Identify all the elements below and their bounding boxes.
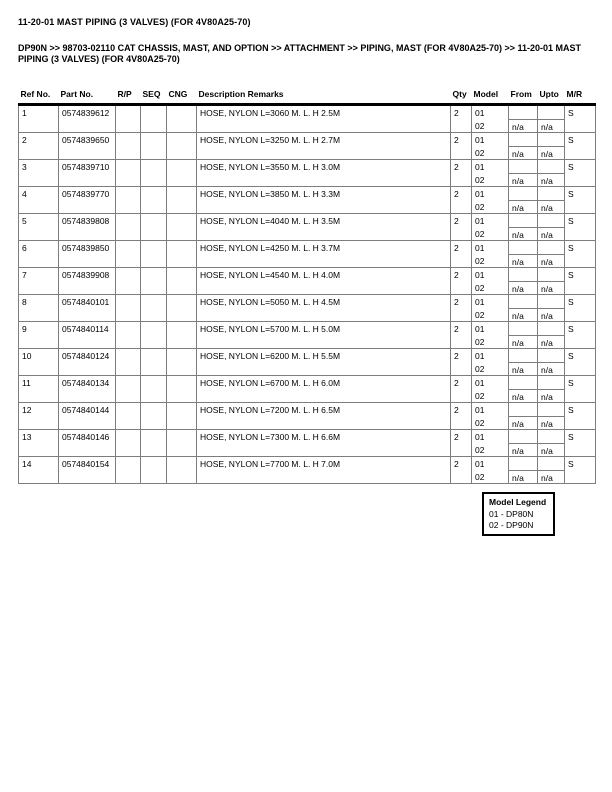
cell-description: HOSE, NYLON L=4540 M. L. H 4.0M — [197, 268, 451, 295]
cell-cng — [167, 214, 197, 241]
cell-description: HOSE, NYLON L=4250 M. L. H 3.7M — [197, 241, 451, 268]
cell-from-value — [509, 403, 537, 416]
cell-upto-value — [538, 322, 564, 335]
cell-model — [472, 268, 509, 295]
cell-part-no: 0574839908 — [59, 268, 116, 295]
cell-part-no: 0574839808 — [59, 214, 116, 241]
cell-description: HOSE, NYLON L=7300 M. L. H 6.6M — [197, 430, 451, 457]
cell-seq — [141, 187, 167, 214]
cell-upto-value — [538, 457, 564, 470]
parts-table — [18, 87, 596, 484]
cell-qty: 2 — [451, 241, 472, 268]
cell-upto-value — [538, 241, 564, 254]
model-code: 01 — [475, 243, 485, 253]
cell-from — [509, 457, 538, 484]
table-row — [19, 376, 596, 403]
cell-ref-no: 7 — [19, 268, 59, 295]
cell-qty: 2 — [451, 133, 472, 160]
table-row — [19, 322, 596, 349]
cell-ref-no: 14 — [19, 457, 59, 484]
cell-part-no: 0574840124 — [59, 349, 116, 376]
model-code: 02 — [475, 391, 485, 401]
table-row — [19, 105, 596, 133]
cell-upto — [538, 430, 565, 457]
cell-from-value: n/a — [509, 362, 537, 375]
cell-cng — [167, 241, 197, 268]
col-header-rp: R/P — [116, 87, 141, 105]
cell-from-value: n/a — [509, 200, 537, 213]
cell-rp — [116, 105, 141, 133]
cell-from — [509, 187, 538, 214]
cell-from-value: n/a — [509, 119, 537, 132]
cell-upto-value: n/a — [538, 254, 564, 267]
cell-upto — [538, 160, 565, 187]
cell-from-value — [509, 349, 537, 362]
cell-mr: S — [565, 295, 596, 322]
cell-ref-no: 3 — [19, 160, 59, 187]
cell-part-no: 0574839612 — [59, 105, 116, 133]
table-row — [19, 187, 596, 214]
cell-from-value: n/a — [509, 146, 537, 159]
model-code: 01 — [475, 108, 485, 118]
cell-cng — [167, 349, 197, 376]
cell-model — [472, 403, 509, 430]
table-row — [19, 295, 596, 322]
cell-seq — [141, 268, 167, 295]
col-header-part-no: Part No. — [59, 87, 116, 105]
cell-from-value: n/a — [509, 227, 537, 240]
model-code: 01 — [475, 351, 485, 361]
cell-part-no: 0574840144 — [59, 403, 116, 430]
table-row — [19, 349, 596, 376]
cell-from — [509, 105, 538, 133]
cell-seq — [141, 160, 167, 187]
cell-upto — [538, 187, 565, 214]
cell-qty: 2 — [451, 376, 472, 403]
cell-mr: S — [565, 105, 596, 133]
cell-description: HOSE, NYLON L=7700 M. L. H 7.0M — [197, 457, 451, 484]
cell-upto — [538, 457, 565, 484]
table-row — [19, 403, 596, 430]
model-code: 02 — [475, 256, 485, 266]
model-code: 02 — [475, 418, 485, 428]
cell-mr: S — [565, 349, 596, 376]
cell-description: HOSE, NYLON L=3060 M. L. H 2.5M — [197, 105, 451, 133]
cell-rp — [116, 349, 141, 376]
cell-upto — [538, 268, 565, 295]
cell-model — [472, 214, 509, 241]
col-header-cng: CNG — [167, 87, 197, 105]
cell-description: HOSE, NYLON L=3550 M. L. H 3.0M — [197, 160, 451, 187]
cell-upto-value: n/a — [538, 362, 564, 375]
cell-seq — [141, 133, 167, 160]
cell-qty: 2 — [451, 322, 472, 349]
model-code: 01 — [475, 378, 485, 388]
cell-from-value — [509, 160, 537, 173]
model-legend — [482, 492, 555, 536]
cell-upto-value — [538, 133, 564, 146]
cell-from-value: n/a — [509, 416, 537, 429]
cell-upto-value: n/a — [538, 119, 564, 132]
model-code: 01 — [475, 216, 485, 226]
cell-ref-no: 9 — [19, 322, 59, 349]
cell-seq — [141, 403, 167, 430]
cell-from-value — [509, 268, 537, 281]
parts-table-body — [19, 105, 596, 484]
cell-qty: 2 — [451, 214, 472, 241]
cell-upto — [538, 349, 565, 376]
table-row — [19, 160, 596, 187]
cell-seq — [141, 295, 167, 322]
cell-seq — [141, 214, 167, 241]
col-header-from: From — [509, 87, 538, 105]
cell-rp — [116, 295, 141, 322]
cell-cng — [167, 376, 197, 403]
cell-description: HOSE, NYLON L=6200 M. L. H 5.5M — [197, 349, 451, 376]
table-header-row — [19, 87, 596, 105]
cell-qty: 2 — [451, 295, 472, 322]
col-header-description-remarks: Description Remarks — [197, 87, 451, 105]
cell-upto — [538, 376, 565, 403]
cell-from — [509, 430, 538, 457]
cell-ref-no: 13 — [19, 430, 59, 457]
model-code: 01 — [475, 432, 485, 442]
cell-model — [472, 457, 509, 484]
cell-seq — [141, 349, 167, 376]
cell-cng — [167, 403, 197, 430]
cell-description: HOSE, NYLON L=6700 M. L. H 6.0M — [197, 376, 451, 403]
cell-from — [509, 322, 538, 349]
cell-upto — [538, 133, 565, 160]
cell-rp — [116, 214, 141, 241]
cell-from-value: n/a — [509, 335, 537, 348]
cell-upto-value — [538, 430, 564, 443]
cell-from-value: n/a — [509, 308, 537, 321]
model-code: 02 — [475, 175, 485, 185]
cell-mr: S — [565, 241, 596, 268]
cell-model — [472, 376, 509, 403]
col-header-qty: Qty — [451, 87, 472, 105]
cell-upto-value — [538, 160, 564, 173]
table-row — [19, 241, 596, 268]
cell-part-no: 0574839710 — [59, 160, 116, 187]
cell-description: HOSE, NYLON L=3250 M. L. H 2.7M — [197, 133, 451, 160]
cell-upto-value: n/a — [538, 146, 564, 159]
model-code: 02 — [475, 121, 485, 131]
cell-upto — [538, 214, 565, 241]
cell-from — [509, 160, 538, 187]
model-code: 02 — [475, 364, 485, 374]
cell-ref-no: 5 — [19, 214, 59, 241]
cell-description: HOSE, NYLON L=4040 M. L. H 3.5M — [197, 214, 451, 241]
model-code: 02 — [475, 445, 485, 455]
model-code: 02 — [475, 202, 485, 212]
cell-part-no: 0574839770 — [59, 187, 116, 214]
page-title: 11-20-01 MAST PIPING (3 VALVES) (FOR 4V80A25-70) — [18, 17, 251, 27]
cell-from — [509, 133, 538, 160]
cell-seq — [141, 322, 167, 349]
cell-rp — [116, 430, 141, 457]
cell-upto-value — [538, 187, 564, 200]
cell-from-value — [509, 187, 537, 200]
cell-ref-no: 8 — [19, 295, 59, 322]
cell-ref-no: 2 — [19, 133, 59, 160]
cell-ref-no: 6 — [19, 241, 59, 268]
cell-cng — [167, 160, 197, 187]
cell-upto-value — [538, 403, 564, 416]
cell-rp — [116, 403, 141, 430]
cell-model — [472, 322, 509, 349]
cell-cng — [167, 322, 197, 349]
model-legend-entry: 02 - DP90N — [489, 519, 534, 530]
cell-description: HOSE, NYLON L=5700 M. L. H 5.0M — [197, 322, 451, 349]
cell-from-value: n/a — [509, 389, 537, 402]
cell-mr: S — [565, 160, 596, 187]
cell-qty: 2 — [451, 457, 472, 484]
cell-from — [509, 349, 538, 376]
model-legend-title: Model Legend — [489, 497, 547, 507]
cell-description: HOSE, NYLON L=7200 M. L. H 6.5M — [197, 403, 451, 430]
cell-cng — [167, 430, 197, 457]
cell-seq — [141, 430, 167, 457]
cell-rp — [116, 133, 141, 160]
cell-from-value — [509, 133, 537, 146]
cell-upto-value — [538, 376, 564, 389]
cell-upto-value — [538, 349, 564, 362]
cell-from-value: n/a — [509, 281, 537, 294]
cell-model — [472, 241, 509, 268]
cell-seq — [141, 241, 167, 268]
cell-qty: 2 — [451, 187, 472, 214]
model-legend-entries — [489, 509, 551, 530]
cell-from — [509, 403, 538, 430]
cell-seq — [141, 376, 167, 403]
cell-upto-value: n/a — [538, 416, 564, 429]
cell-upto-value — [538, 214, 564, 227]
cell-upto — [538, 105, 565, 133]
cell-ref-no: 1 — [19, 105, 59, 133]
cell-rp — [116, 268, 141, 295]
cell-from — [509, 376, 538, 403]
cell-part-no: 0574840146 — [59, 430, 116, 457]
cell-model — [472, 160, 509, 187]
cell-rp — [116, 376, 141, 403]
col-header-model: Model — [472, 87, 509, 105]
cell-cng — [167, 268, 197, 295]
cell-qty: 2 — [451, 268, 472, 295]
cell-upto — [538, 322, 565, 349]
model-legend-entry: 01 - DP80N — [489, 509, 534, 519]
cell-qty: 2 — [451, 403, 472, 430]
cell-seq — [141, 105, 167, 133]
model-code: 01 — [475, 459, 485, 469]
cell-upto-value: n/a — [538, 281, 564, 294]
col-header-ref-no: Ref No. — [19, 87, 59, 105]
cell-description: HOSE, NYLON L=5050 M. L. H 4.5M — [197, 295, 451, 322]
cell-cng — [167, 105, 197, 133]
model-code: 02 — [475, 229, 485, 239]
cell-qty: 2 — [451, 430, 472, 457]
cell-part-no: 0574840114 — [59, 322, 116, 349]
cell-rp — [116, 322, 141, 349]
cell-mr: S — [565, 268, 596, 295]
cell-from-value — [509, 241, 537, 254]
cell-upto-value: n/a — [538, 470, 564, 483]
cell-upto — [538, 403, 565, 430]
cell-qty: 2 — [451, 105, 472, 133]
cell-upto-value: n/a — [538, 200, 564, 213]
model-code: 01 — [475, 189, 485, 199]
cell-from-value: n/a — [509, 470, 537, 483]
cell-mr: S — [565, 457, 596, 484]
cell-from-value: n/a — [509, 443, 537, 456]
table-row — [19, 457, 596, 484]
cell-upto — [538, 241, 565, 268]
model-code: 01 — [475, 405, 485, 415]
cell-upto-value: n/a — [538, 443, 564, 456]
cell-part-no: 0574840154 — [59, 457, 116, 484]
cell-upto-value — [538, 295, 564, 308]
cell-from-value — [509, 376, 537, 389]
cell-mr: S — [565, 187, 596, 214]
cell-from-value: n/a — [509, 254, 537, 267]
cell-seq — [141, 457, 167, 484]
cell-model — [472, 295, 509, 322]
cell-ref-no: 4 — [19, 187, 59, 214]
cell-from-value — [509, 106, 537, 119]
cell-upto-value: n/a — [538, 335, 564, 348]
col-header-upto: Upto — [538, 87, 565, 105]
cell-upto — [538, 295, 565, 322]
cell-mr: S — [565, 214, 596, 241]
cell-mr: S — [565, 322, 596, 349]
cell-mr: S — [565, 133, 596, 160]
cell-from-value — [509, 322, 537, 335]
cell-rp — [116, 160, 141, 187]
cell-part-no: 0574839850 — [59, 241, 116, 268]
model-code: 01 — [475, 135, 485, 145]
cell-mr: S — [565, 430, 596, 457]
cell-upto-value: n/a — [538, 227, 564, 240]
cell-part-no: 0574840101 — [59, 295, 116, 322]
cell-from-value — [509, 430, 537, 443]
cell-from — [509, 214, 538, 241]
model-code: 01 — [475, 270, 485, 280]
cell-from-value — [509, 295, 537, 308]
cell-ref-no: 12 — [19, 403, 59, 430]
model-code: 02 — [475, 283, 485, 293]
cell-upto-value: n/a — [538, 308, 564, 321]
cell-model — [472, 133, 509, 160]
cell-upto-value — [538, 268, 564, 281]
cell-model — [472, 349, 509, 376]
table-row — [19, 133, 596, 160]
cell-from — [509, 295, 538, 322]
cell-mr: S — [565, 403, 596, 430]
cell-rp — [116, 457, 141, 484]
cell-upto-value: n/a — [538, 389, 564, 402]
cell-model — [472, 187, 509, 214]
cell-cng — [167, 457, 197, 484]
cell-ref-no: 11 — [19, 376, 59, 403]
cell-part-no: 0574839650 — [59, 133, 116, 160]
cell-cng — [167, 133, 197, 160]
cell-rp — [116, 187, 141, 214]
table-row — [19, 430, 596, 457]
model-code: 01 — [475, 324, 485, 334]
cell-part-no: 0574840134 — [59, 376, 116, 403]
cell-from-value — [509, 214, 537, 227]
model-code: 01 — [475, 162, 485, 172]
cell-mr: S — [565, 376, 596, 403]
cell-ref-no: 10 — [19, 349, 59, 376]
cell-from-value: n/a — [509, 173, 537, 186]
col-header-seq: SEQ — [141, 87, 167, 105]
cell-cng — [167, 187, 197, 214]
cell-qty: 2 — [451, 160, 472, 187]
cell-upto-value: n/a — [538, 173, 564, 186]
cell-from-value — [509, 457, 537, 470]
model-code: 02 — [475, 148, 485, 158]
breadcrumb: DP90N >> 98703-02110 CAT CHASSIS, MAST, AND OPTION >> ATTACHMENT >> PIPING, MAST (FOR 4V80A25-70) >> 11-20-01 MAST PIPING (3 VALVES) (FOR 4V80A25-70) — [18, 43, 582, 64]
cell-qty: 2 — [451, 349, 472, 376]
table-row — [19, 214, 596, 241]
cell-model — [472, 105, 509, 133]
model-code: 02 — [475, 310, 485, 320]
cell-rp — [116, 241, 141, 268]
col-header-mr: M/R — [565, 87, 596, 105]
cell-cng — [167, 295, 197, 322]
cell-description: HOSE, NYLON L=3850 M. L. H 3.3M — [197, 187, 451, 214]
model-code: 02 — [475, 337, 485, 347]
table-row — [19, 268, 596, 295]
cell-upto-value — [538, 106, 564, 119]
cell-from — [509, 268, 538, 295]
model-code: 02 — [475, 472, 485, 482]
model-code: 01 — [475, 297, 485, 307]
cell-model — [472, 430, 509, 457]
cell-from — [509, 241, 538, 268]
